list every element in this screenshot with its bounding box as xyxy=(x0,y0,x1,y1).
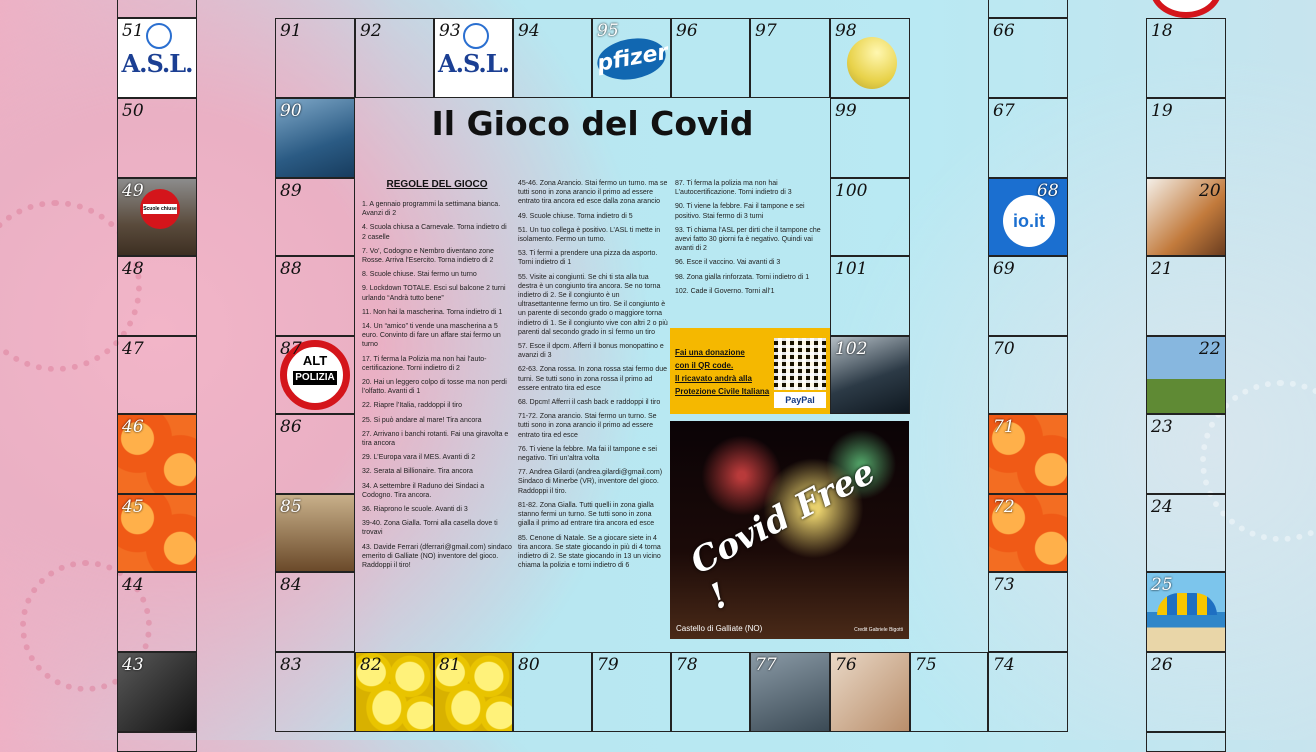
board-cell-23 xyxy=(1146,414,1226,494)
rules-column-1 xyxy=(362,200,512,575)
rule-item: 81-82. Zona Gialla. Tutti quelli in zona gialla stanno fermi un turno. Se tutti sono in zona gialla il primo ad entrare tira ancora ed esce xyxy=(518,501,655,528)
board-cell-partial xyxy=(117,732,197,752)
asl-logo-icon xyxy=(463,23,489,49)
rules-column-2 xyxy=(518,179,668,575)
rule-item: 45-46. Zona Arancio. Stai fermo un turno. ma se tutti sono in zona arancio il primo ad essere entrato tira ancora ed esce dalla zona arancio xyxy=(518,180,668,206)
cell-number: 98 xyxy=(835,21,857,41)
game-title: Il Gioco del Covid xyxy=(431,104,754,143)
cell-number: 102 xyxy=(835,339,868,359)
board-cell-50 xyxy=(117,98,197,178)
board-cell-90 xyxy=(275,98,355,178)
rule-item: 36. Riaprono le scuole. Avanti di 3 xyxy=(362,506,468,514)
cell-number: 48 xyxy=(122,259,144,279)
board-cell-partial xyxy=(117,0,197,18)
rule-item: 87. Ti ferma la polizia ma non hai L’autocertificazione. Torni indietro di 3 xyxy=(675,180,792,197)
cell-number: 45 xyxy=(122,497,144,517)
board-cell-102 xyxy=(830,336,910,414)
board-cell-19 xyxy=(1146,98,1226,178)
cell-number: 73 xyxy=(993,575,1015,595)
rule-item: 14. Un “amico” ti vende una mascherina a 5 euro. Convinto di fare un affare stai fermo un turno xyxy=(362,323,501,349)
cell-number: 79 xyxy=(597,655,619,675)
cell-number: 25 xyxy=(1151,575,1173,595)
board-cell-66 xyxy=(988,18,1068,98)
cell-number: 68 xyxy=(1037,181,1059,201)
lemon-icon xyxy=(847,37,897,89)
cell-number: 46 xyxy=(122,417,144,437)
board-cell-93 xyxy=(434,18,513,98)
rule-item: 90. Ti viene la febbre. Fai il tampone e sei positivo. Stai fermo di 3 turni xyxy=(675,203,805,220)
rule-item: 93. Ti chiama l’ASL per dirti che il tampone che avevi fatto 30 giorni fa è negativo. Quindi vai avanti di 2 xyxy=(675,226,821,253)
board-cell-72 xyxy=(988,494,1068,572)
rule-item: 77. Andrea Gilardi (andrea.gilardi@gmail.com) Sindaco di Minerbe (VR), inventore del gioco. Raddoppi il tiro. xyxy=(518,469,663,495)
board-cell-88 xyxy=(275,256,355,336)
rule-item: 68. Dpcm! Afferri il cash back e raddoppi il tiro xyxy=(518,399,661,407)
fireworks-photo xyxy=(670,421,909,639)
cell-number: 81 xyxy=(439,655,461,675)
board-cell-79 xyxy=(592,652,671,732)
covid-free-text: Covid Free ! xyxy=(684,451,882,618)
board-cell-100 xyxy=(830,178,910,256)
board-cell-67 xyxy=(988,98,1068,178)
board-cell-84 xyxy=(275,572,355,652)
rule-item: 25. Si può andare al mare! Tira ancora xyxy=(362,416,482,424)
rule-item: 98. Zona gialla rinforzata. Torni indietro di 1 xyxy=(675,273,810,281)
board-cell-68 xyxy=(988,178,1068,256)
board-cell-69 xyxy=(988,256,1068,336)
cell-number: 99 xyxy=(835,101,857,121)
photo-caption: Castello di Galliate (NO) xyxy=(676,624,763,633)
rule-item: 9. Lockdown TOTALE. Esci sul balcone 2 turni urlando “Andrà tutto bene” xyxy=(362,285,506,302)
board-cell-70 xyxy=(988,336,1068,414)
asl-logo-icon xyxy=(146,23,172,49)
board-cell-26 xyxy=(1146,652,1226,732)
rule-item: 57. Esce il dpcm. Afferri il bonus monopattino e avanzi di 3 xyxy=(518,343,664,360)
cell-number: 71 xyxy=(993,417,1015,437)
rule-item: 71-72. Zona arancio. Stai fermo un turno. Se tutti sono in zona arancio il primo ad essere entrato tira ed esce xyxy=(518,413,657,439)
board-cell-74 xyxy=(988,652,1068,732)
rule-item: 8. Scuole chiuse. Stai fermo un turno xyxy=(362,271,477,279)
cell-number: 101 xyxy=(835,259,868,279)
board-cell-24 xyxy=(1146,494,1226,572)
cell-number: 43 xyxy=(122,655,144,675)
rule-item: 4. Scuola chiusa a Carnevale. Torna indietro di 2 caselle xyxy=(362,224,507,241)
cell-number: 75 xyxy=(915,655,937,675)
cell-number: 85 xyxy=(280,497,302,517)
board-cell-89 xyxy=(275,178,355,256)
cell-number: 78 xyxy=(676,655,698,675)
cell-number: 26 xyxy=(1151,655,1173,675)
cell-number: 86 xyxy=(280,417,302,437)
polizia-label: POLIZIA xyxy=(295,372,335,383)
cell-number: 20 xyxy=(1199,181,1221,201)
board-cell-46 xyxy=(117,414,197,494)
cell-number: 50 xyxy=(122,101,144,121)
cell-number: 21 xyxy=(1151,259,1173,279)
cell-number: 18 xyxy=(1151,21,1173,41)
cell-number: 49 xyxy=(122,181,144,201)
cell-number: 70 xyxy=(993,339,1015,359)
donation-line: Fai una donazione xyxy=(675,348,745,357)
cell-number: 90 xyxy=(280,101,302,121)
rule-item: 17. Ti ferma la Polizia ma non hai l’auto-certificazione. Torni indietro di 2 xyxy=(362,355,487,372)
rule-item: 7. Vo’, Codogno e Nembro diventano zone Rosse. Arriva l’Esercito. Torna indietro di 2 xyxy=(362,247,494,265)
io-app-logo: io.it xyxy=(1003,195,1055,247)
cell-number: 80 xyxy=(518,655,540,675)
rule-item: 29. L’Europa vara il MES. Avanti di 2 xyxy=(362,454,476,462)
rule-item: 27. Arrivano i banchi rotanti. Fai una giravolta e tira ancora xyxy=(362,430,509,448)
school-closed-label: Scuole chiuse xyxy=(143,206,177,212)
board-cell-45 xyxy=(117,494,197,572)
board-cell-22 xyxy=(1146,336,1226,414)
board-cell-91 xyxy=(275,18,355,98)
cell-number: 69 xyxy=(993,259,1015,279)
cell-number: 77 xyxy=(755,655,777,675)
board-cell-82 xyxy=(355,652,434,732)
board-cell-87 xyxy=(275,336,355,414)
cell-number: 83 xyxy=(280,655,302,675)
cell-number: 67 xyxy=(993,101,1015,121)
cell-number: 89 xyxy=(280,181,302,201)
cell-number: 88 xyxy=(280,259,302,279)
board-cell-18 xyxy=(1146,18,1226,98)
cell-number: 47 xyxy=(122,339,144,359)
donation-line: Protezione Civile Italiana xyxy=(675,387,770,396)
board-cell-44 xyxy=(117,572,197,652)
paypal-logo: PayPal xyxy=(774,392,826,408)
donation-text xyxy=(675,346,775,398)
board-cell-51 xyxy=(117,18,197,98)
rule-item: 1. A gennaio programmi la settimana bianca. Avanzi di 2 xyxy=(362,201,501,218)
rule-item: 51. Un tuo collega è positivo. L’ASL ti mette in isolamento. Fermo un turno. xyxy=(518,226,661,244)
photo-credit: Credit Gabriele Bigotti xyxy=(854,627,903,633)
asl-logo-text: A.S.L. xyxy=(437,49,510,78)
rules-column-3 xyxy=(675,179,825,301)
board-cell-49 xyxy=(117,178,197,256)
beach-umbrella-icon xyxy=(1157,593,1217,615)
board-cell-76 xyxy=(830,652,910,732)
board-cell-25 xyxy=(1146,572,1226,652)
board-cell-partial xyxy=(1146,732,1226,752)
board-cell-98 xyxy=(830,18,910,98)
cell-number: 22 xyxy=(1199,339,1221,359)
school-closed-sign-icon xyxy=(140,189,180,229)
rule-item: 20. Hai un leggero colpo di tosse ma non perdi l’olfatto. Avanti di 1 xyxy=(362,379,507,396)
board-cell-101 xyxy=(830,256,910,336)
board-cell-71 xyxy=(988,414,1068,494)
donation-line: con il QR code. xyxy=(675,361,734,370)
cell-number: 94 xyxy=(518,21,540,41)
rule-item: 49. Scuole chiuse. Torna indietro di 5 xyxy=(518,212,633,220)
board-cell-92 xyxy=(355,18,434,98)
cell-number: 24 xyxy=(1151,497,1173,517)
cell-number: 100 xyxy=(835,181,868,201)
board-cell-83 xyxy=(275,652,355,732)
rules-heading: REGOLE DEL GIOCO xyxy=(386,179,488,190)
rule-item: 85. Cenone di Natale. Se a giocare siete in 4 tira ancora. Se state giocando in più di 4 torna indietro di 2. Se state giocando in 13 un vicino chiama la polizia e torni indietro di 6 xyxy=(518,534,661,570)
rule-item: 34. A settembre il Raduno dei Sindaci a Codogno. Tira ancora. xyxy=(362,482,485,499)
cell-number: 87 xyxy=(280,339,302,359)
board-cell-78 xyxy=(671,652,750,732)
board-cell-77 xyxy=(750,652,830,732)
board-cell-95 xyxy=(592,18,671,98)
board-cell-partial xyxy=(988,0,1068,18)
cell-number: 74 xyxy=(993,655,1015,675)
cell-number: 92 xyxy=(360,21,382,41)
rule-item: 53. Ti fermi a prendere una pizza da asporto. Torni indietro di 1 xyxy=(518,250,658,267)
board-cell-20 xyxy=(1146,178,1226,256)
board-cell-81 xyxy=(434,652,513,732)
rule-item: 22. Riapre l’Italia, raddoppi il tiro xyxy=(362,402,462,410)
board-cell-75 xyxy=(910,652,988,732)
board-cell-85 xyxy=(275,494,355,572)
cell-number: 19 xyxy=(1151,101,1173,121)
cell-number: 91 xyxy=(280,21,302,41)
rule-item: 76. Ti viene la febbre. Ma fai il tampone e sei negativo. Tiri un’altra volta xyxy=(518,445,657,463)
cell-number: 82 xyxy=(360,655,382,675)
rule-item: 102. Cade il Governo. Torni all’1 xyxy=(675,287,775,295)
cell-number: 72 xyxy=(993,497,1015,517)
pfizer-logo: pfizer xyxy=(594,33,669,84)
cell-number: 66 xyxy=(993,21,1015,41)
cell-number: 84 xyxy=(280,575,302,595)
donation-box xyxy=(670,328,830,414)
rule-item: 43. Davide Ferrari (dferrari@gmail.com) sindaco emerito di Galliate (NO) inventore del gioco. Raddoppi il tiro! xyxy=(362,543,512,570)
cell-number: 23 xyxy=(1151,417,1173,437)
qr-code-overlay xyxy=(774,338,826,390)
rule-item: 32. Serata al Billionaire. Tira ancora xyxy=(362,468,473,476)
board-cell-86 xyxy=(275,414,355,494)
rule-item: 55. Visite ai congiunti. Se chi ti sta alla tua destra è un congiunto tira ancora. Se no torna indietro di 2. Se il congiunto è un ultrasettantenne fermo un tiro. Se il congiunto è un parente di secondo grado o maggiore torna indietro di 1. Se il congiunto vive con altri 2 o più parenti dal secondo grado in sì fermo un tiro xyxy=(518,273,668,336)
donation-line: Il ricavato andrà alla xyxy=(675,374,752,383)
cell-number: 97 xyxy=(755,21,777,41)
board-cell-80 xyxy=(513,652,592,732)
board-cell-73 xyxy=(988,572,1068,652)
cell-number: 95 xyxy=(597,21,619,41)
board-cell-43 xyxy=(117,652,197,732)
cell-number: 96 xyxy=(676,21,698,41)
asl-logo-text: A.S.L. xyxy=(121,49,193,78)
cell-number: 93 xyxy=(439,21,461,41)
cell-number: 44 xyxy=(122,575,144,595)
board-cell-94 xyxy=(513,18,592,98)
board-cell-47 xyxy=(117,336,197,414)
cell-number: 51 xyxy=(122,21,144,41)
cell-number: 76 xyxy=(835,655,857,675)
board-cell-21 xyxy=(1146,256,1226,336)
rule-item: 62-63. Zona rossa. In zona rossa stai fermo due turni. Se tutti sono in zona rossa il primo ad essere entrato tira ed esce xyxy=(518,366,668,392)
rule-item: 11. Non hai la mascherina. Torna indietro di 1 xyxy=(362,308,503,316)
rule-item: 96. Esce il vaccino. Vai avanti di 3 xyxy=(675,259,781,267)
alt-label: ALT xyxy=(302,353,328,368)
board-cell-48 xyxy=(117,256,197,336)
board-cell-96 xyxy=(671,18,750,98)
rule-item: 39-40. Zona Gialla. Torni alla casella dove ti trovavi xyxy=(362,520,498,537)
board-cell-97 xyxy=(750,18,830,98)
stop-sign-partial-icon xyxy=(1150,0,1222,18)
board-cell-99 xyxy=(830,98,910,178)
